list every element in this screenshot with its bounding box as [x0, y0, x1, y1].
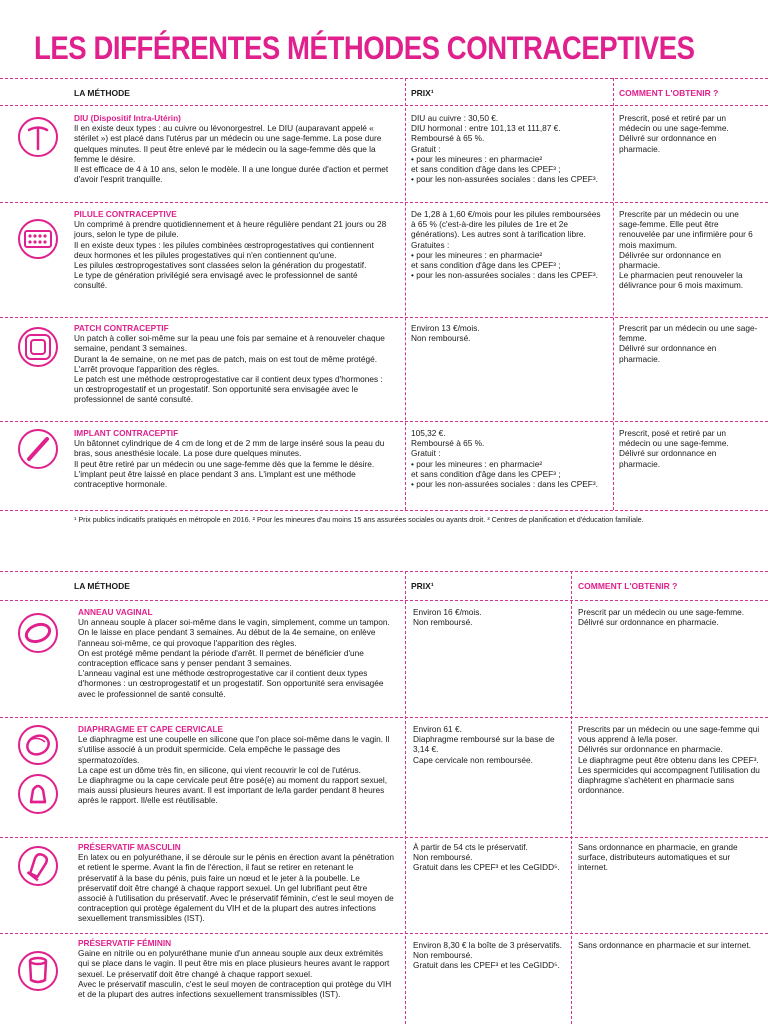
column-divider — [571, 571, 572, 1024]
price-text: Gratuites : — [411, 239, 450, 250]
method-text: La cape est un dôme très fin, en silicone, qui vient recouvrir le col de l'utérus. — [78, 764, 361, 775]
method-cell — [74, 113, 392, 184]
obtain-text: Délivré sur ordonnance en pharmacie. — [578, 617, 719, 628]
method-text: Un comprimé à prendre quotidiennement et à heure régulière pendant 21 jours ou 28 jours, selon le type de pilule. — [74, 219, 387, 240]
price-text: Gratuit dans les CPEF³ et les CeGIDD⁵. — [413, 862, 560, 873]
method-header: LA MÉTHODE — [74, 581, 130, 591]
price-text: DIU au cuivre : 30,50 €. — [411, 113, 499, 123]
price-header: PRIX¹ — [411, 88, 434, 98]
method-cell — [78, 842, 394, 924]
obtain-text: Le pharmacien peut renouveler la délivrance pour 6 mois maximum. — [619, 270, 744, 291]
price-text: Non remboursé. — [411, 333, 471, 344]
price-text: Non remboursé. — [413, 617, 473, 628]
diaphragm-icon — [17, 724, 59, 766]
price-text: Gratuit : — [411, 143, 441, 154]
method-text: Le type de génération privilégié sera envisagé avec le professionnel de santé consulté. — [74, 270, 358, 291]
column-divider — [613, 78, 614, 510]
obtain-header: COMMENT L'OBTENIR ? — [578, 581, 678, 591]
divider — [0, 571, 768, 572]
obtain-text: Délivré sur ordonnance en pharmacie. — [619, 448, 717, 469]
method-text: Gaine en nitrile ou en polyuréthane munie d'un anneau souple aux deux extrémités qui se place dans le vagin. Il peut être mis en place plusieurs heures avant le rapport sexuel. Le préservatif doit être changé à chaque rapport sexuel. — [78, 948, 390, 979]
method-text: Le diaphragme ou la cape cervicale peut être posé(e) au moment du rapport sexuel, mais aussi plusieurs heures avant. Il est important de le/la garder pendant 8 heures après le rapport. Il/elle est réutilisable. — [78, 775, 388, 806]
price-text: Remboursé à 65 %. — [411, 133, 485, 144]
obtain-cell — [619, 428, 759, 469]
price-text: • pour les mineures : en pharmacie² — [411, 458, 543, 469]
price-text: et sans condition d'âge dans les CPEF³ ; — [411, 164, 561, 175]
page-title: LES DIFFÉRENTES MÉTHODES CONTRACEPTIVES — [34, 30, 695, 66]
price-text: Non remboursé. — [413, 852, 473, 863]
price-text: • pour les mineures : en pharmacie² — [411, 153, 543, 164]
obtain-cell — [578, 842, 760, 873]
price-cell — [413, 607, 565, 627]
divider — [0, 510, 768, 511]
obtain-cell — [619, 323, 759, 364]
method-title: PATCH CONTRACEPTIF — [74, 323, 169, 333]
obtain-text: Prescrits par un médecin ou une sage-femme qui vous apprend à le/la poser. — [578, 724, 760, 745]
price-text: • pour les non-assurées sociales : dans les CPEF³. — [411, 174, 598, 185]
method-cell — [78, 607, 394, 699]
method-cell — [74, 323, 392, 405]
price-cell — [411, 209, 606, 280]
price-text: et sans condition d'âge dans les CPEF³ ; — [411, 468, 561, 479]
method-title: ANNEAU VAGINAL — [78, 607, 153, 617]
column-divider — [405, 78, 406, 510]
method-text: Les pilules œstroprogestatives sont classées selon la génération du progestatif. — [74, 260, 367, 271]
obtain-cell — [619, 113, 759, 154]
method-text: L'implant peut être laissé en place pendant 3 ans. L'implant est une méthode contraceptive hormonale. — [74, 468, 356, 490]
price-text: Gratuit : — [411, 448, 441, 459]
method-title: PRÉSERVATIF FÉMININ — [78, 938, 172, 948]
obtain-header: COMMENT L'OBTENIR ? — [619, 88, 719, 98]
method-text: En latex ou en polyuréthane, il se déroule sur le pénis en érection avant la pénétration et retient le sperme. Avant la fin de l'érection, il faut se retirer en retenant le préservatif à la base du pénis, puis faire un nœud et le jeter à la poubelle. Le préservatif doit être changé à chaque rapport sexuel. Un gel lubrifiant peut être associé à l'utilisation du préservatif. Avec le préservatif féminin, c'est le seul moyen de contraception qui protège également du VIH et de la plupart des autres infections sexuellement transmissibles (IST). — [78, 852, 394, 924]
obtain-text: Délivrée sur ordonnance en pharmacie. — [619, 249, 721, 271]
method-text: Un anneau souple à placer soi-même dans le vagin, simplement, comme un tampon. On le laisse en place pendant 3 semaines. Au début de la 4e semaine, on enlève l'anneau soi-même, ce qui provoque l'apparition des règles. — [78, 617, 390, 648]
price-text: Environ 8,30 € la boîte de 3 préservatifs. — [413, 940, 562, 950]
method-cell — [74, 209, 392, 291]
price-text: et sans condition d'âge dans les CPEF³ ; — [411, 260, 561, 271]
method-text: Il en existe deux types : au cuivre ou lévonorgestrel. Le DIU (auparavant appelé « stérilet ») est placé dans l'utérus par un médecin ou une sage-femme. La pose dure quelques minutes. Il peut être enlevé par le médecin ou la sage-femme dès que la femme le désire. — [74, 123, 382, 164]
male-condom-icon — [17, 845, 59, 887]
method-title: IMPLANT CONTRACEPTIF — [74, 428, 179, 438]
obtain-text: Prescrit par un médecin ou une sage-femme. — [619, 323, 758, 344]
obtain-text: Délivrés sur ordonnance en pharmacie. — [578, 744, 723, 755]
price-text: Remboursé à 65 %. — [411, 438, 485, 449]
method-text: Il en existe deux types : les pilules combinées œstroprogestatives qui contiennent deux hormones et les pilules progestatives qui n'en contiennent qu'une. — [74, 239, 374, 260]
method-title: PILULE CONTRACEPTIVE — [74, 209, 177, 219]
method-text: Le diaphragme est une coupelle en silicone que l'on place soi-même dans le vagin. Il s'utilise associé à un produit spermicide. Cela empêche le passage des spermatozoïdes. — [78, 734, 390, 765]
price-text: Non remboursé. — [413, 950, 473, 961]
divider — [0, 105, 768, 106]
obtain-text: Prescrit par un médecin ou une sage-femme. — [578, 607, 745, 617]
method-text: Le patch est une méthode œstroprogestative car il contient deux types d'hormones : un œstroprogestatif et un progestatif. Son opportunité sera envisagée avec le professionnel de santé consulté. — [74, 374, 383, 405]
method-text: Avec le préservatif masculin, c'est le seul moyen de contraception qui protège du VIH et de la plupart des autres infections sexuellement transmissibles (IST). — [78, 978, 392, 1000]
footnote: ¹ Prix publics indicatifs pratiqués en métropole en 2016. ² Pour les mineures d'au moins 15 ans assurées sociales ou ayants droit. ³ Centres de planification et d'éducation familiale. — [74, 515, 644, 524]
price-text: De 1,28 à 1,60 €/mois pour les pilules remboursées à 65 % (c'est-à-dire les pilules de 1re et 2e générations). Les autres sont à tarification libre. — [411, 209, 601, 240]
divider — [0, 317, 768, 318]
method-text: Il peut être retiré par un médecin ou une sage-femme dès que la femme le désire. — [74, 458, 375, 469]
price-cell — [413, 940, 565, 971]
price-cell — [411, 428, 606, 489]
female-condom-icon — [17, 950, 59, 992]
method-cell — [78, 938, 394, 999]
divider — [0, 717, 768, 718]
divider — [0, 837, 768, 838]
price-cell — [413, 842, 565, 873]
method-cell — [74, 428, 392, 489]
price-text: Cape cervicale non remboursée. — [413, 754, 533, 765]
obtain-cell — [578, 724, 760, 795]
price-text: Environ 13 €/mois. — [411, 323, 480, 333]
price-text: Diaphragme remboursé sur la base de 3,14 €. — [413, 734, 555, 755]
price-cell — [411, 113, 606, 184]
divider — [0, 78, 768, 79]
obtain-text: Le diaphragme peut être obtenu dans les CPEF³. — [578, 754, 759, 765]
price-text: 105,32 €. — [411, 428, 446, 438]
obtain-cell — [619, 209, 759, 291]
obtain-text: Les spermicides qui accompagnent l'utilisation du diaphragme s'achètent en pharmacie sans ordonnance. — [578, 764, 760, 796]
implant-icon — [17, 428, 59, 470]
obtain-text: Prescrit, posé et retiré par un médecin ou une sage-femme. — [619, 428, 729, 449]
method-text: Un patch à coller soi-même sur la peau une fois par semaine et à renouveler chaque semaine, pendant 3 semaines. — [74, 333, 385, 354]
price-text: Gratuit dans les CPEF³ et les CeGIDD⁵. — [413, 960, 560, 971]
method-text: L'anneau vaginal est une méthode œstroprogestative car il contient deux types d'hormones : un œstroprogestatif et un progestatif. Son opportunité sera envisagée avec le professionnel de santé consulté. — [78, 668, 384, 699]
method-title: PRÉSERVATIF MASCULIN — [78, 842, 181, 852]
obtain-text: Prescrite par un médecin ou une sage-femme. Elle peut être renouvelée par une infirmière pour 6 mois maximum. — [619, 209, 753, 250]
obtain-text: Prescrit, posé et retiré par un médecin ou une sage-femme. — [619, 113, 729, 134]
divider — [0, 600, 768, 601]
price-text: À partir de 54 cts le préservatif. — [413, 842, 528, 852]
divider — [0, 202, 768, 203]
iud-icon — [17, 116, 59, 158]
column-divider — [405, 571, 406, 1024]
price-text: Environ 61 €. — [413, 724, 462, 734]
method-cell — [78, 724, 394, 806]
cervical-cap-icon — [17, 773, 59, 815]
obtain-cell — [578, 607, 760, 627]
method-title: DIU (Dispositif Intra-Utérin) — [74, 113, 181, 123]
pill-pack-icon — [17, 218, 59, 260]
obtain-text: Délivré sur ordonnance en pharmacie. — [619, 343, 717, 364]
obtain-cell — [578, 940, 760, 950]
price-cell — [413, 724, 565, 765]
vaginal-ring-icon — [17, 612, 59, 654]
obtain-text: Délivré sur ordonnance en pharmacie. — [619, 133, 717, 154]
divider — [0, 421, 768, 422]
price-text: • pour les non-assurées sociales : dans les CPEF³. — [411, 479, 598, 490]
price-text: • pour les non-assurées sociales : dans les CPEF³. — [411, 270, 598, 281]
method-text: Il est efficace de 4 à 10 ans, selon le modèle. Il a une longue durée d'action et permet d'avoir l'esprit tranquille. — [74, 164, 389, 185]
method-text: Un bâtonnet cylindrique de 4 cm de long et de 2 mm de large inséré sous la peau du bras, sous anesthésie locale. La pose dure quelques minutes. — [74, 438, 385, 459]
method-text: Durant la 4e semaine, on ne met pas de patch, mais on est tout de même protégé. L'arrêt provoque l'apparition des règles. — [74, 353, 378, 374]
price-text: DIU hormonal : entre 101,13 et 111,87 €. — [411, 123, 561, 134]
method-header: LA MÉTHODE — [74, 88, 130, 98]
price-cell — [411, 323, 606, 343]
patch-icon — [17, 326, 59, 368]
method-text: On est protégé même pendant la période d'arrêt. Il permet de bénéficier d'une contraception efficace sans y penser pendant 3 semaines. — [78, 647, 364, 669]
price-text: Environ 16 €/mois. — [413, 607, 482, 617]
divider — [0, 933, 768, 934]
method-title: DIAPHRAGME ET CAPE CERVICALE — [78, 724, 224, 734]
price-text: • pour les mineures : en pharmacie² — [411, 249, 543, 260]
obtain-text: Sans ordonnance en pharmacie et sur internet. — [578, 940, 751, 950]
price-header: PRIX¹ — [411, 581, 434, 591]
obtain-text: Sans ordonnance en pharmacie, en grande surface, distributeurs automatiques et sur internet. — [578, 842, 738, 873]
